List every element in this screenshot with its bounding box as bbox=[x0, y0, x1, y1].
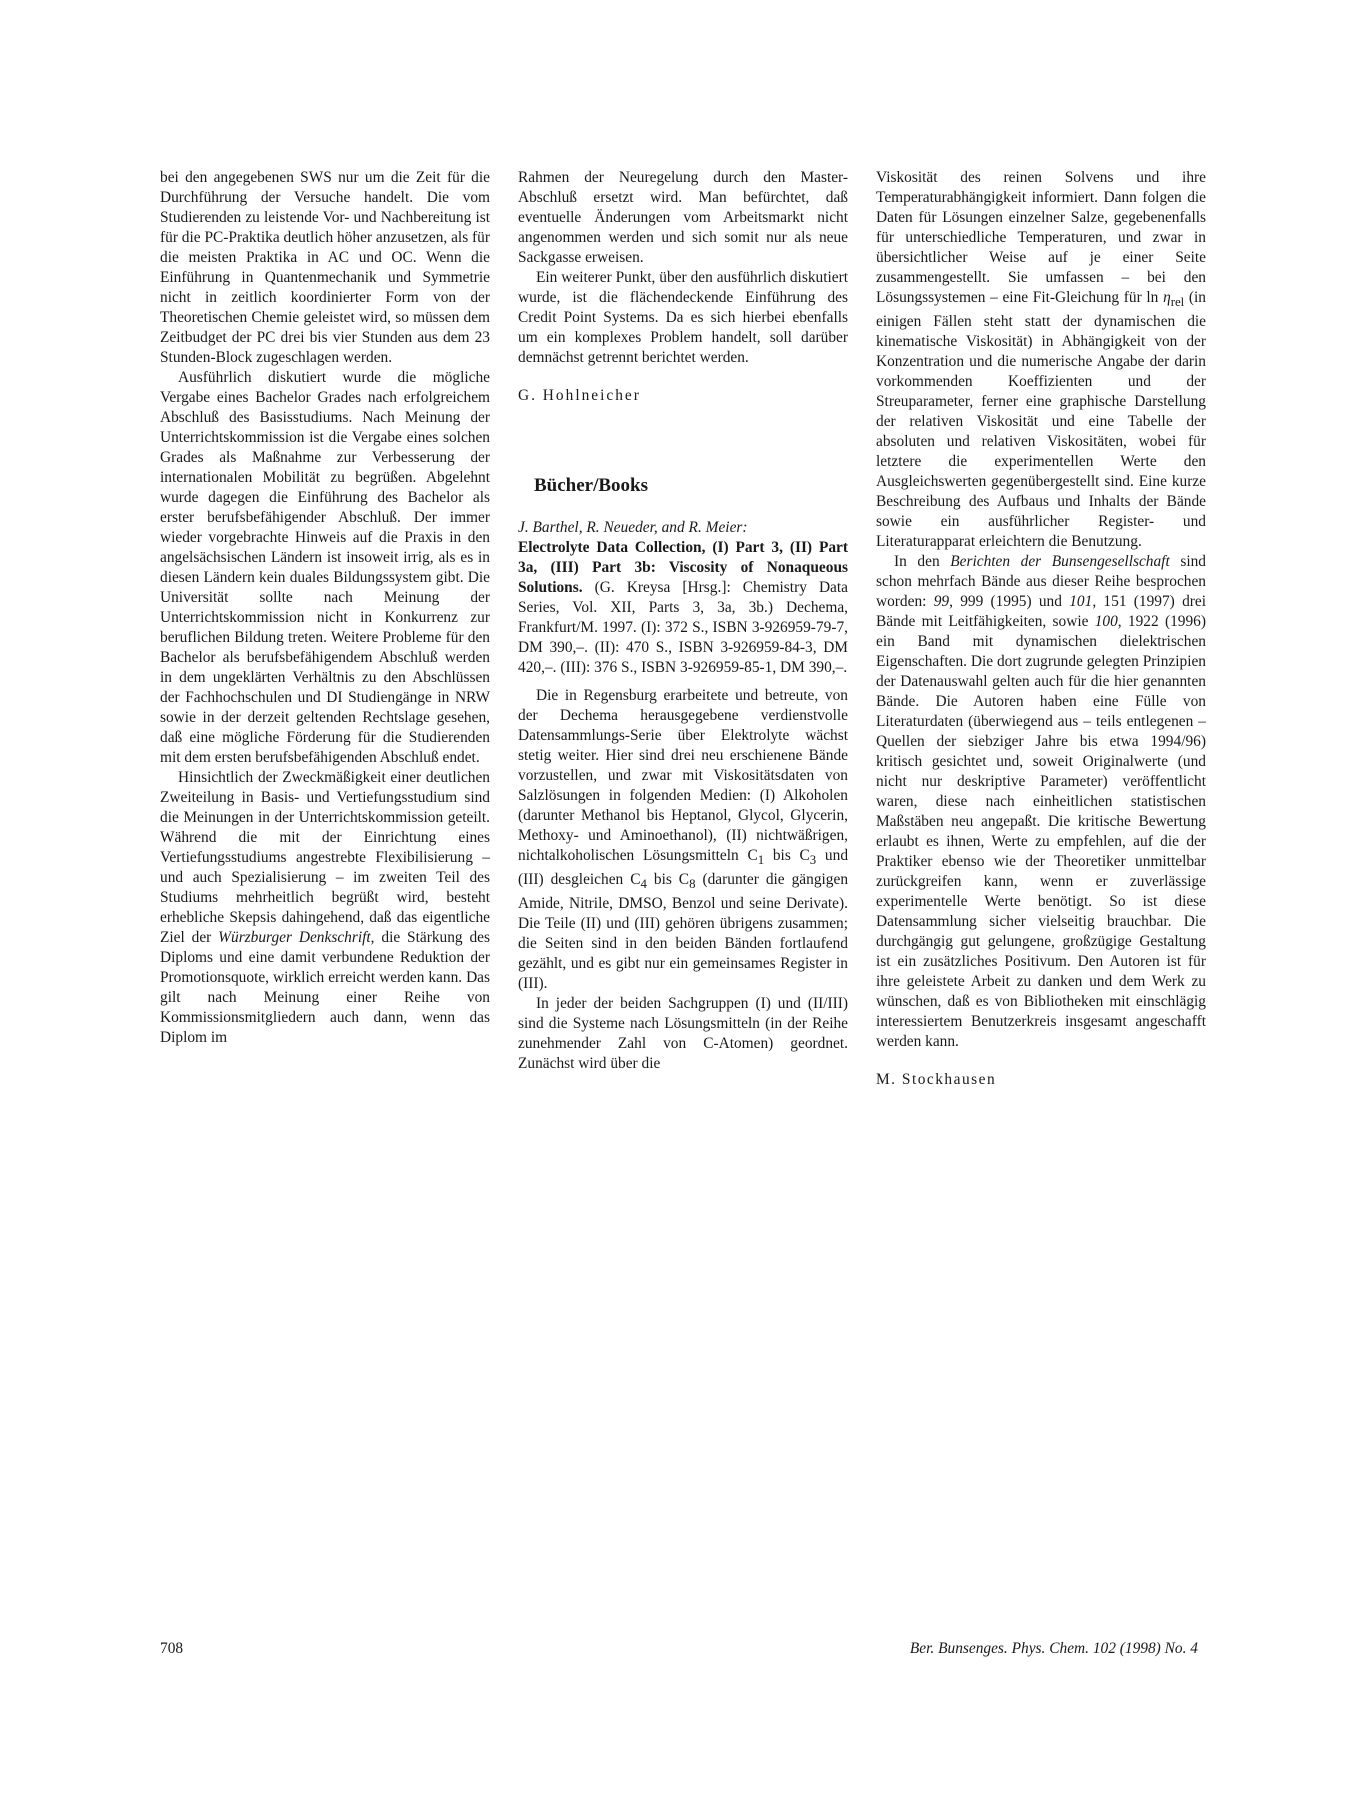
paragraph: Ausführlich diskutiert wurde die mögliche Vergabe eines Bachelor Grades nach erfolgreichem Abschluß des Basisstudiums. Nach Meinung der Unterrichtskommission ist die Vergabe eines solchen Grades als Maßnahme zur Verbesserung der internationalen Mobilität zu begrüßen. Abgelehnt wurde dagegen die Einführung des Bachelor als erster berufsbefähigender Abschluß. Der immer wieder vorgebrachte Hinweis auf die Praxis in den angelsächsischen Ländern ist insoweit irrig, als es in diesen Ländern kein duales Bildungssystem gibt. Die Universität sollte nach Meinung der Unterrichtskommission nicht in Konkurrenz zur beruflichen Bildung treten. Weitere Probleme für den Bachelor als berufsbefähigendem Abschluß werden in dem ungeklärten Verhältnis zu den Abschlüssen der Fachhochschulen und DI Studiengänge in NRW sowie in der derzeit geltenden Rechtslage gesehen, daß eine mögliche Förderung für die Studierenden mit dem ersten berufsbefähigenden Abschluß endet. bbox=[160, 369, 490, 766]
paragraph: In jeder der beiden Sachgruppen (I) und (II/III) sind die Systeme nach Lösungsmitteln (in der Reihe zunehmender Zahl von C-Atomen) geordnet. Zunächst wird über die bbox=[518, 995, 848, 1073]
review-authors: J. Barthel, R. Neueder, and R. Meier: bbox=[518, 519, 748, 536]
author-signature: M. Stockhausen bbox=[876, 1071, 997, 1089]
review-citation: Electrolyte Data Collection, (I) Part 3, (II) Part 3a, (III) Part 3b: Viscosity of Nonaqueous Solutions. (G. Kreysa [Hrsg.]: Chemistry Data Series, Vol. XII, Parts 3, 3a, 3b.) Dechema, Frankfurt/M. 1997. (I): 372 S., ISBN 3-926959-79-7, DM 390,–. (II): 470 S., ISBN 3-926959-84-3, DM 420,–. (III): 376 S., ISBN 3-926959-85-1, DM 390,–. bbox=[518, 539, 848, 676]
page-number: 708 bbox=[160, 1640, 184, 1657]
text-column-3 bbox=[876, 168, 1206, 1090]
text-column-2 bbox=[518, 168, 848, 1074]
paragraph: Viskosität des reinen Solvens und ihre Temperaturabhängigkeit informiert. Dann folgen die Daten für Lösungen einzelner Salze, gegebenenfalls für unterschiedliche Temperaturen, und zwar in übersichtlicher Weise auf je einer Seite zusammengestellt. Sie umfassen – bei den Lösungssystemen – eine Fit-Gleichung für $\ln \eta_{rel}$ (in einigen Fällen steht statt der dynamischen die kinematische Viskosität) in Abhängigkeit von der Konzentration und die numerische Angabe der darin vorkommenden Koeffizienten und der Streuparameter, ferner eine graphische Darstellung der relativen Viskosität und eine Tabelle der absoluten und relativen Viskositäten, wobei für letztere die experimentellen Werte den Ausgleichswerten gegenübergestellt sind. Eine kurze Beschreibung des Aufbaus und Inhalts der Bände sowie ein ausführlicher Register- und Literaturapparat erleichtern die Benutzung. bbox=[876, 169, 1206, 551]
journal-reference: Ber. Bunsenges. Phys. Chem. 102 (1998) No. 4 bbox=[909, 1640, 1198, 1657]
paragraph: Hinsichtlich der Zweckmäßigkeit einer deutlichen Zweiteilung in Basis- und Vertiefungsstudium sind die Meinungen in der Unterrichtskommission geteilt. Während die mit der Einrichtung eines Vertiefungsstudiums angestrebte Flexibilisierung – und auch Spezialisierung – im zweiten Teil des Studiums mehrheitlich begrüßt wird, besteht erhebliche Skepsis dahingehend, daß das eigentliche Ziel der Würzburger Denkschrift, die Stärkung des Diploms und eine damit verbundene Reduktion der Promotionsquote, wirklich erreicht werden kann. Das gilt nach Meinung einer Reihe von Kommissionsmitgliedern auch dann, wenn das Diplom im bbox=[160, 769, 490, 1046]
paragraph: Die in Regensburg erarbeitete und betreute, von der Dechema herausgegebene verdienstvolle Datensammlungs-Serie über Elektrolyte wächst stetig weiter. Hier sind drei neu erschienene Bände vorzustellen, und zwar mit Viskositätsdaten von Salzlösungen in folgenden Medien: (I) Alkoholen (darunter Methanol bis Heptanol, Glycol, Glycerin, Methoxy- und Aminoethanol), (II) nichtwäßrigen, nichtalkoholischen Lösungsmitteln $C_1$ bis $C_3$ und (III) desgleichen $C_4$ bis $C_8$ (darunter die gängigen Amide, Nitrile, DMSO, Benzol und seine Derivate). Die Teile (II) und (III) gehören übrigens zusammen; die Seiten sind in den beiden Bänden fortlaufend gezählt, und es gibt nur ein gemeinsames Register in (III). bbox=[518, 687, 849, 993]
text-column-1 bbox=[160, 168, 490, 1048]
italic-title: Würzburger Denkschrift bbox=[218, 929, 371, 946]
book-title: Electrolyte Data Collection, (I) Part 3, (II) Part 3a, (III) Part 3b: Viscosity of Nonaqueous Solutions. bbox=[518, 539, 848, 596]
section-title: Bücher/Books bbox=[534, 475, 649, 496]
author-signature: G. Hohlneicher bbox=[518, 387, 641, 404]
paragraph: In den Berichten der Bunsengesellschaft sind schon mehrfach Bände aus dieser Reihe besprochen worden: 99, 999 (1995) und 101, 151 (1997) drei Bände mit Leitfähigkeiten, sowie 100, 1922 (1996) ein Band mit dynamischen dielektrischen Eigenschaften. Die dort zugrunde gelegten Prinzipien der Datenauswahl gelten auch für die hier genannten Bände. Die Autoren haben eine Fülle von Literaturdaten (überwiegend aus – teils entlegenen – Quellen der siebziger Jahre bis etwa 1994/96) kritisch gesichtet und, soweit Originalwerte (und nicht nur deskriptive Parameter) veröffentlicht waren, diese nach einheitlichen statistischen Maßstäben neu angepaßt. Die kritische Bewertung erlaubt es ihnen, Werte zu empfehlen, auf die der Praktiker ebenso wie der Theoretiker unmittelbar zurückgreifen kann, wenn er zuverlässige experimentelle Werte benötigt. So ist diese Datensammlung sicher vielseitig brauchbar. Die durchgängig gut gelungene, großzügige Gestaltung ist ein zusätzliches Positivum. Den Autoren ist für ihre geleistete Arbeit zu danken und dem Werk zu wünschen, daß es von Bibliotheken mit einschlägig interessiertem Benutzerkreis insgesamt angeschafft werden kann. bbox=[876, 553, 1207, 1051]
paragraph: Ein weiterer Punkt, über den ausführlich diskutiert wurde, ist die flächendeckende Einführung des Credit Point Systems. Da es sich hierbei ebenfalls um ein komplexes Problem handelt, soll darüber demnächst getrennt berichtet werden. bbox=[518, 269, 848, 366]
paragraph: bei den angegebenen SWS nur um die Zeit für die Durchführung der Versuche handelt. Die vom Studierenden zu leistende Vor- und Nachbereitung ist für die PC-Praktika deutlich höher anzusetzen, als für die meisten Praktika in AC und OC. Wenn die Einführung in Quantenmechanik und Symmetrie nicht in zeitlich koordinierter Form von der Theoretischen Chemie geleistet wird, so müssen dem Zeitbudget der PC drei bis vier Stunden aus dem 23 Stunden-Block zugeschlagen werden. bbox=[160, 169, 490, 366]
paragraph: Rahmen der Neuregelung durch den Master-Abschluß ersetzt wird. Man befürchtet, daß eventuelle Änderungen vom Arbeitsmarkt nicht angenommen werden und sich somit nur als neue Sackgasse erweisen. bbox=[518, 169, 848, 266]
